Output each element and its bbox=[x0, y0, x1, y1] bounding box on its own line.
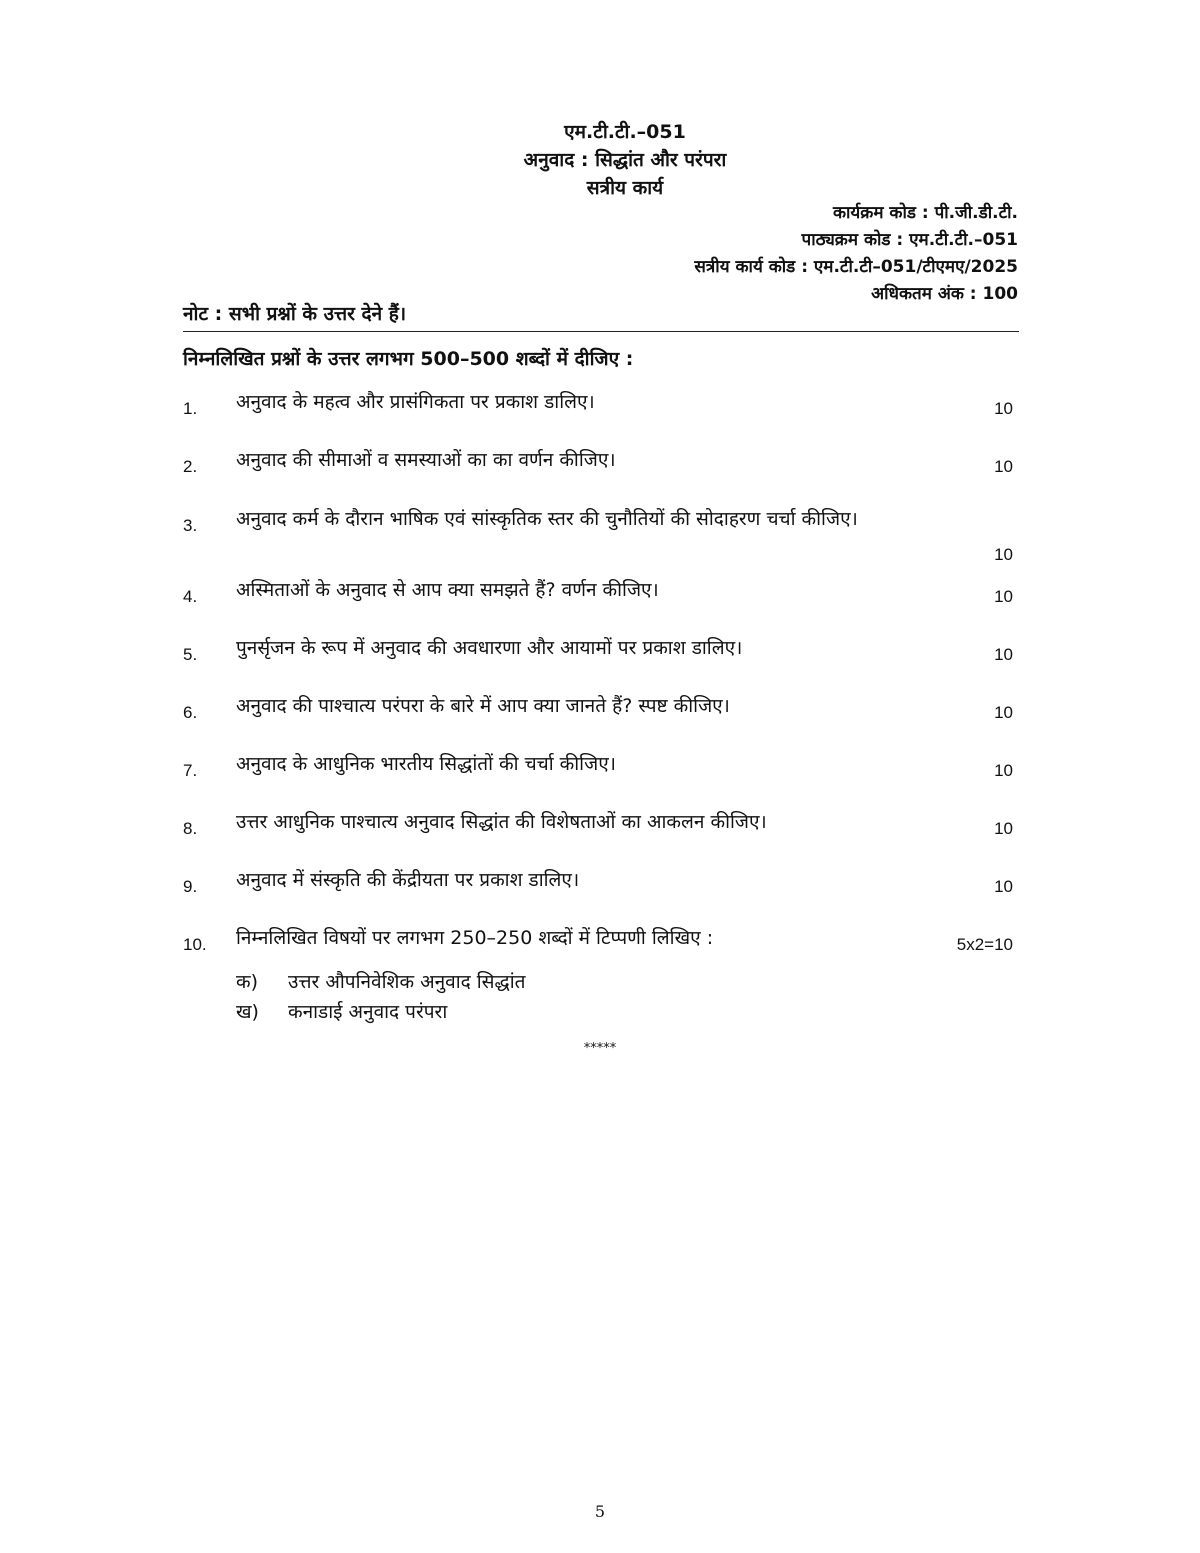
question-marks: 10 bbox=[994, 703, 1013, 722]
question-text: पुनर्सृजन के रूप में अनुवाद की अवधारणा और आयामों पर प्रकाश डालिए। bbox=[236, 637, 743, 659]
end-marker: ***** bbox=[583, 1041, 617, 1056]
question-text: अनुवाद के आधुनिक भारतीय सिद्धांतों की चर्चा कीजिए। bbox=[236, 753, 616, 775]
assignment-code: सत्रीय कार्य कोड : एम.टी.टी–051/टीएमए/2025 bbox=[694, 257, 1018, 277]
sub-item bbox=[236, 998, 447, 1024]
document-header bbox=[0, 118, 1200, 202]
program-code: कार्यक्रम कोड : पी.जी.डी.टी. bbox=[832, 203, 1018, 223]
instruction-text: निम्नलिखित प्रश्नों के उत्तर लगभग 500–500 शब्दों में दीजिए : bbox=[183, 348, 634, 370]
question-marks: 10 bbox=[994, 645, 1013, 664]
question-marks: 10 bbox=[994, 761, 1013, 780]
course-title: अनुवाद : सिद्धांत और परंपरा bbox=[523, 149, 727, 171]
question-text: अस्मिताओं के अनुवाद से आप क्या समझते हैं? वर्णन कीजिए। bbox=[236, 579, 659, 601]
sub-item-text: उत्तर औपनिवेशिक अनुवाद सिद्धांत bbox=[288, 971, 526, 993]
horizontal-divider bbox=[183, 331, 1019, 332]
question-text: अनुवाद कर्म के दौरान भाषिक एवं सांस्कृतिक स्तर की चुनौतियों की सोदाहरण चर्चा कीजिए। bbox=[236, 508, 858, 530]
sub-item bbox=[236, 968, 525, 994]
question-marks: 10 bbox=[994, 587, 1013, 606]
page-number: 5 bbox=[594, 1502, 606, 1521]
question-text: उत्तर आधुनिक पाश्चात्य अनुवाद सिद्धांत की विशेषताओं का आकलन कीजिए। bbox=[236, 811, 767, 833]
max-marks: अधिकतम अंक : 100 bbox=[871, 284, 1018, 304]
question-number: 7. bbox=[183, 761, 198, 780]
sub-item-label: ख) bbox=[236, 1001, 259, 1023]
question-text: अनुवाद के महत्व और प्रासंगिकता पर प्रकाश डालिए। bbox=[236, 391, 595, 413]
question-number: 10. bbox=[183, 935, 207, 954]
question-number: 1. bbox=[183, 399, 198, 418]
course-code: पाठ्यक्रम कोड : एम.टी.टी.–051 bbox=[801, 230, 1018, 250]
question-marks: 10 bbox=[994, 877, 1013, 896]
assignment-heading: सत्रीय कार्य bbox=[586, 177, 664, 199]
question-text: अनुवाद की सीमाओं व समस्याओं का का वर्णन कीजिए। bbox=[236, 449, 616, 471]
question-number: 6. bbox=[183, 703, 198, 722]
question-number: 8. bbox=[183, 819, 198, 838]
question-marks: 10 bbox=[994, 399, 1013, 418]
course-code-heading: एम.टी.टी.–051 bbox=[564, 121, 686, 143]
question-number: 4. bbox=[183, 587, 198, 606]
question-text: निम्नलिखित विषयों पर लगभग 250–250 शब्दों में टिप्पणी लिखिए : bbox=[236, 927, 714, 949]
question-number: 9. bbox=[183, 877, 198, 896]
question-number: 2. bbox=[183, 457, 198, 476]
question-number: 5. bbox=[183, 645, 198, 664]
sub-item-text: कनाडाई अनुवाद परंपरा bbox=[288, 1001, 448, 1023]
question-marks: 5x2=10 bbox=[956, 935, 1013, 954]
codes-block bbox=[694, 200, 1018, 308]
question-marks: 10 bbox=[994, 457, 1013, 476]
question-marks: 10 bbox=[994, 819, 1013, 838]
sub-item-label: क) bbox=[236, 971, 259, 993]
question-text: अनुवाद की पाश्चात्य परंपरा के बारे में आप क्या जानते हैं? स्पष्ट कीजिए। bbox=[236, 695, 730, 717]
note-text: नोट : सभी प्रश्नों के उत्तर देने हैं। bbox=[183, 303, 407, 325]
question-text: अनुवाद में संस्कृति की केंद्रीयता पर प्रकाश डालिए। bbox=[236, 869, 580, 891]
question-marks: 10 bbox=[994, 545, 1013, 564]
question-number: 3. bbox=[183, 516, 198, 535]
